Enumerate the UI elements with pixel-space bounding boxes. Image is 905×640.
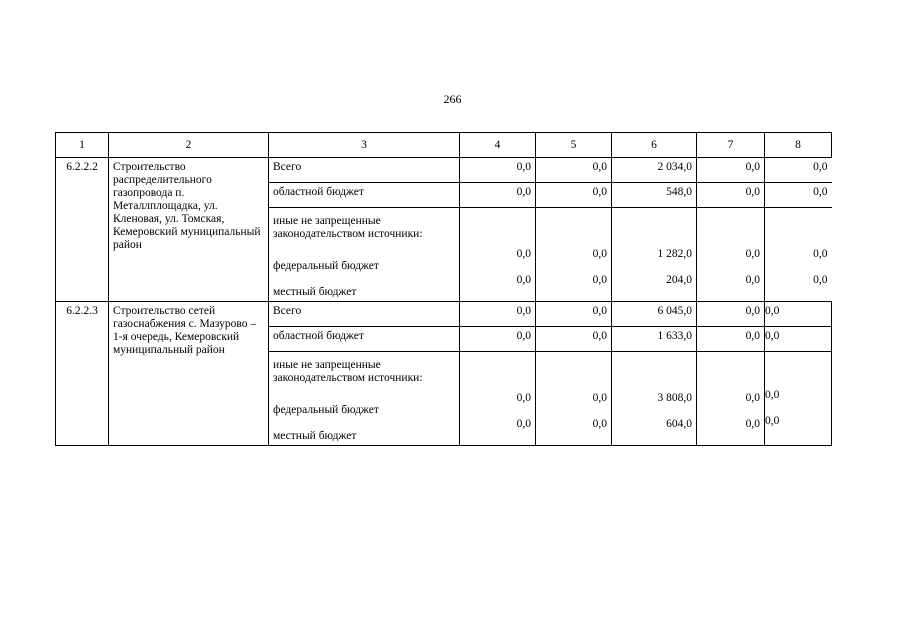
value-cell: 0,0 0,0 <box>765 352 832 446</box>
value-cell: 0,0 <box>536 302 612 327</box>
value-cell: 0,0 0,0 <box>697 208 765 302</box>
value-cell: 0,0 <box>765 158 832 183</box>
row-label: Всего <box>269 158 460 183</box>
row-label: местный бюджет <box>273 430 357 442</box>
header-cell: 5 <box>536 133 612 158</box>
section-code: 6.2.2.2 <box>56 158 109 302</box>
row-label: областной бюджет <box>269 327 460 352</box>
value-cell: 0,0 <box>460 158 536 183</box>
value-cell: 0,0 0,0 <box>536 352 612 446</box>
value-cell: 0,0 0,0 <box>460 208 536 302</box>
value-cell: 0,0 <box>765 327 832 352</box>
value-cell: 0,0 <box>536 158 612 183</box>
other-sources-cell <box>269 208 460 302</box>
row-label: областной бюджет <box>269 183 460 208</box>
value-cell: 0,0 <box>536 183 612 208</box>
value-cell: 6 045,0 <box>612 302 697 327</box>
other-sources-label: иные не запрещенные законодательством источники: <box>273 359 423 384</box>
row-label: федеральный бюджет <box>273 260 379 272</box>
value-cell: 1 282,0 204,0 <box>612 208 697 302</box>
table-row <box>56 302 832 327</box>
page-number: 266 <box>443 92 462 106</box>
value-cell: 0,0 <box>765 183 832 208</box>
value-cell: 0,0 0,0 <box>765 208 832 302</box>
section-description: Строительство распределительного газопровода п. Металлплощадка, ул. Кленовая, ул. Томская, Кемеровский муниципальный район <box>109 158 269 302</box>
other-sources-cell <box>269 352 460 446</box>
value-cell: 0,0 <box>697 183 765 208</box>
table-row <box>56 158 832 183</box>
value-cell: 0,0 <box>697 158 765 183</box>
value-cell: 0,0 0,0 <box>460 352 536 446</box>
value-cell: 2 034,0 <box>612 158 697 183</box>
row-label: местный бюджет <box>273 286 357 298</box>
table-header-row <box>56 133 832 158</box>
value-cell: 548,0 <box>612 183 697 208</box>
row-label: федеральный бюджет <box>273 404 379 416</box>
value-cell: 0,0 <box>697 302 765 327</box>
header-cell: 6 <box>612 133 697 158</box>
header-cell: 3 <box>269 133 460 158</box>
header-cell: 2 <box>109 133 269 158</box>
value-cell: 3 808,0 604,0 <box>612 352 697 446</box>
value-cell: 0,0 0,0 <box>536 208 612 302</box>
value-cell: 0,0 <box>697 327 765 352</box>
value-cell: 0,0 <box>460 327 536 352</box>
other-sources-label: иные не запрещенные законодательством источники: <box>273 215 423 240</box>
value-cell: 0,0 <box>460 183 536 208</box>
value-cell: 0,0 <box>765 302 832 327</box>
header-cell: 8 <box>765 133 832 158</box>
header-cell: 1 <box>56 133 109 158</box>
row-label: Всего <box>269 302 460 327</box>
header-cell: 7 <box>697 133 765 158</box>
value-cell: 0,0 <box>536 327 612 352</box>
header-cell: 4 <box>460 133 536 158</box>
value-cell: 1 633,0 <box>612 327 697 352</box>
budget-table <box>55 132 832 446</box>
section-code: 6.2.2.3 <box>56 302 109 446</box>
value-cell: 0,0 <box>460 302 536 327</box>
value-cell: 0,0 0,0 <box>697 352 765 446</box>
section-description: Строительство сетей газоснабжения с. Мазурово – 1-я очередь, Кемеровский муниципальный район <box>109 302 269 446</box>
